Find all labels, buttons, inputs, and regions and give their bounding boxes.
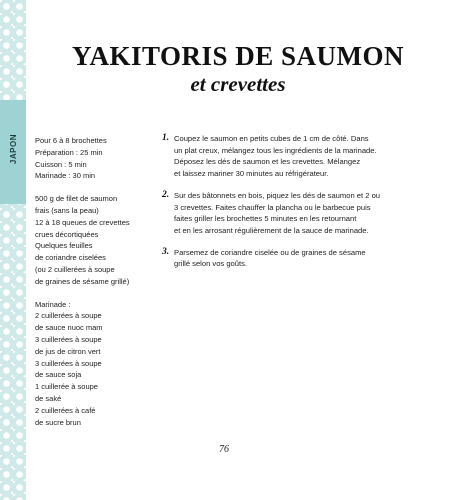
step-line: Coupez le saumon en petits cubes de 1 cm de côté. Dans (174, 134, 369, 143)
step-text (174, 247, 366, 270)
marinade-line: de jus de citron vert (35, 346, 101, 356)
step-number: 3. (162, 246, 170, 257)
marinade-line: de saké (35, 393, 62, 403)
step-text (174, 190, 380, 237)
marinade-line: 1 cuillerée à soupe (35, 382, 98, 392)
info-line: Préparation : 25 min (35, 147, 103, 157)
ingredient-line: de coriandre ciselées (35, 253, 106, 263)
steps-list (162, 133, 420, 280)
ingredient-line: 12 à 18 queues de crevettes (35, 217, 130, 227)
step-line: Déposez les dés de saumon et les crevettes. Mélangez (174, 157, 361, 167)
ingredient-line: de graines de sésame grillé) (35, 276, 130, 286)
section-tab-label: JAPON (8, 134, 18, 165)
info-line: Pour 6 à 8 brochettes (35, 136, 107, 145)
recipe-subtitle: et crevettes (190, 72, 286, 96)
ingredient-line: frais (sans la peau) (35, 205, 99, 215)
marinade-line: 3 cuillerées à soupe (35, 334, 102, 344)
step-number: 1. (162, 133, 170, 143)
ingredients-column (35, 135, 155, 428)
step-line: grillé selon vos goûts. (174, 259, 248, 269)
marinade-line: Marinade : (35, 299, 71, 309)
marinade-line: de sauce nuoc mam (35, 323, 103, 333)
step-line: et en les arrosant régulièrement de la sauce de marinade. (174, 225, 369, 235)
marinade-line: de sauce soja (35, 370, 82, 380)
step-3 (162, 247, 420, 270)
step-line: et laissez mariner 30 minutes au réfrigérateur. (174, 169, 329, 179)
info-line: Cuisson : 5 min (35, 159, 87, 169)
marinade-line: 3 cuillerées à soupe (35, 358, 102, 368)
ingredient-line: crues décortiquées (35, 229, 99, 239)
step-line: Sur des bâtonnets en bois, piquez les dés de saumon et 2 ou (174, 190, 381, 200)
step-number: 2. (162, 189, 170, 200)
ingredient-line: Quelques feuilles (35, 241, 93, 251)
recipe-title: YAKITORIS DE SAUMON (71, 41, 405, 71)
decorative-pattern-strip (0, 0, 26, 500)
step-line: un plat creux, mélangez tous les ingrédients de la marinade. (174, 145, 377, 155)
marinade-line: de sucre brun (35, 417, 81, 427)
ingredient-line: 500 g de filet de saumon (35, 194, 118, 204)
ingredient-line: (ou 2 cuillerées à soupe (35, 264, 115, 274)
page-number: 76 (219, 444, 229, 455)
step-line: Parsemez de coriandre ciselée ou de graines de sésame (174, 247, 366, 257)
step-line: 3 crevettes. Faites chauffer la plancha ou le barbecue puis (174, 202, 371, 212)
step-text (174, 133, 377, 180)
step-2 (162, 190, 420, 237)
section-tab (0, 100, 26, 204)
marinade-line: 2 cuillerées à soupe (35, 311, 102, 321)
marinade-line: 2 cuillerées à café (35, 405, 96, 415)
info-line: Marinade : 30 min (35, 171, 96, 181)
step-line: faites griller les brochettes 5 minutes en les retournant (174, 214, 357, 224)
step-1 (162, 133, 420, 180)
